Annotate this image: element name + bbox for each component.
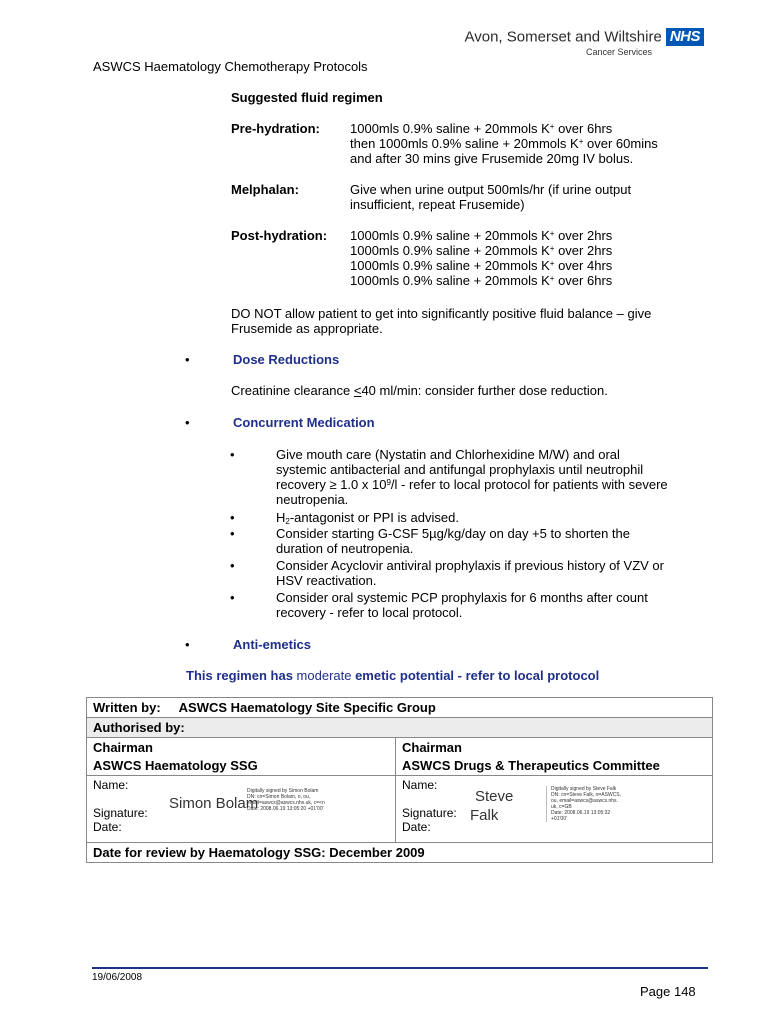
- melphalan-text: Give when urine output 500mls/hr (if urine output insufficient, repeat Frusemide): [350, 182, 632, 212]
- list-item: Consider oral systemic PCP prophylaxis for 6 months after count recovery - refer to local protocol.: [276, 590, 648, 620]
- antiemetics-heading: Anti-emetics: [233, 637, 312, 652]
- date-label: Date:: [402, 820, 431, 834]
- right-digital-signature: Digitally signed by Steve Falk DN: cn=Steve Falk, o=ASWCS, ou, email=aswcs@aswcs.nhs. uk, c=GB Date: 2008.06.19 13:05:32 +01'00': [546, 786, 621, 822]
- post-hydration-text: 1000mls 0.9% saline + 20mmols K+ over 2hrs 1000mls 0.9% saline + 20mmols K+ over 2hrs 1000mls 0.9% saline + 20mmols K+ over 4hrs 1000mls 0.9% saline + 20mmols K+ over 6hrs: [350, 228, 613, 288]
- post-hydration-label: Post-hydration:: [231, 228, 328, 243]
- list-item-bullet: •: [230, 590, 235, 605]
- list-item-bullet: •: [230, 447, 235, 462]
- melphalan-label: Melphalan:: [231, 182, 299, 197]
- signature-label: Signature:: [402, 806, 457, 820]
- nhs-logo: NHS: [666, 28, 704, 46]
- fluid-warning: DO NOT allow patient to get into significantly positive fluid balance – give Frusemide as appropriate.: [231, 306, 652, 336]
- pre-hydration-text: 1000mls 0.9% saline + 20mmols K+ over 6hrs then 1000mls 0.9% saline + 20mmols K+ over 60mins and after 30 mins give Frusemide 20mg IV bolus.: [350, 121, 658, 166]
- signoff-table: [86, 697, 713, 863]
- fluid-regimen-heading: Suggested fluid regimen: [231, 90, 383, 105]
- footer-divider: [92, 967, 708, 969]
- right-signature-cell: [396, 776, 713, 843]
- written-by-row: Written by: ASWCS Haematology Site Specific Group: [87, 698, 713, 718]
- concurrent-medication-heading: Concurrent Medication: [233, 415, 375, 430]
- date-label: Date:: [93, 820, 122, 834]
- org-subtitle: Cancer Services: [585, 47, 652, 57]
- signature-label: Signature:: [93, 806, 148, 820]
- right-signer-name: Steve Falk: [470, 788, 514, 824]
- review-date-row: Date for review by Haematology SSG: December 2009: [87, 843, 713, 863]
- antiemetics-bullet: •: [185, 637, 190, 652]
- concurrent-bullet: •: [185, 415, 190, 430]
- left-signer-name: Simon Bolam: [169, 795, 259, 812]
- org-name: Avon, Somerset and Wiltshire: [464, 28, 662, 46]
- left-signature-cell: [87, 776, 396, 843]
- dose-bullet: •: [185, 352, 190, 367]
- name-label: Name:: [402, 778, 438, 792]
- right-chair-cell: Chairman ASWCS Drugs & Therapeutics Committee: [396, 738, 713, 776]
- list-item: Consider Acyclovir antiviral prophylaxis if previous history of VZV or HSV reactivation.: [276, 558, 664, 588]
- footer-date: 19/06/2008: [92, 972, 143, 983]
- list-item: Consider starting G-CSF 5µg/kg/day on day +5 to shorten the duration of neutropenia.: [276, 526, 630, 556]
- organisation-logo: [465, 28, 704, 57]
- left-chair-cell: Chairman ASWCS Haematology SSG: [87, 738, 396, 776]
- list-item-bullet: •: [230, 510, 235, 525]
- page-number: Page 148: [640, 984, 696, 999]
- dose-reductions-text: Creatinine clearance <40 ml/min: consider further dose reduction.: [231, 383, 608, 398]
- antiemetics-text: This regimen has moderate emetic potential - refer to local protocol: [186, 668, 600, 683]
- list-item-bullet: •: [230, 526, 235, 541]
- list-item-bullet: •: [230, 558, 235, 573]
- authorised-by-row: Authorised by:: [87, 718, 713, 738]
- name-label: Name:: [93, 778, 129, 792]
- left-digital-signature: Digitally signed by Simon Bolam DN: cn=Simon Bolam, o, ou, email=aswcs@aswcs.nhs.uk, c=<n Date: 2008.06.19 13:05:20 +01'00': [247, 788, 325, 812]
- pre-hydration-label: Pre-hydration:: [231, 121, 320, 136]
- dose-reductions-heading: Dose Reductions: [233, 352, 340, 367]
- list-item: $H_2$-antagonist or PPI is advised.: [276, 510, 459, 526]
- list-item: Give mouth care (Nystatin and Chlorhexidine M/W) and oral systemic antibacterial and antifungal prophylaxis until neutrophil recovery ≥ 1.0 x $10^9/l$ - refer to local protocol for patients with severe neutropenia.: [276, 447, 668, 507]
- document-title: ASWCS Haematology Chemotherapy Protocols: [93, 59, 368, 74]
